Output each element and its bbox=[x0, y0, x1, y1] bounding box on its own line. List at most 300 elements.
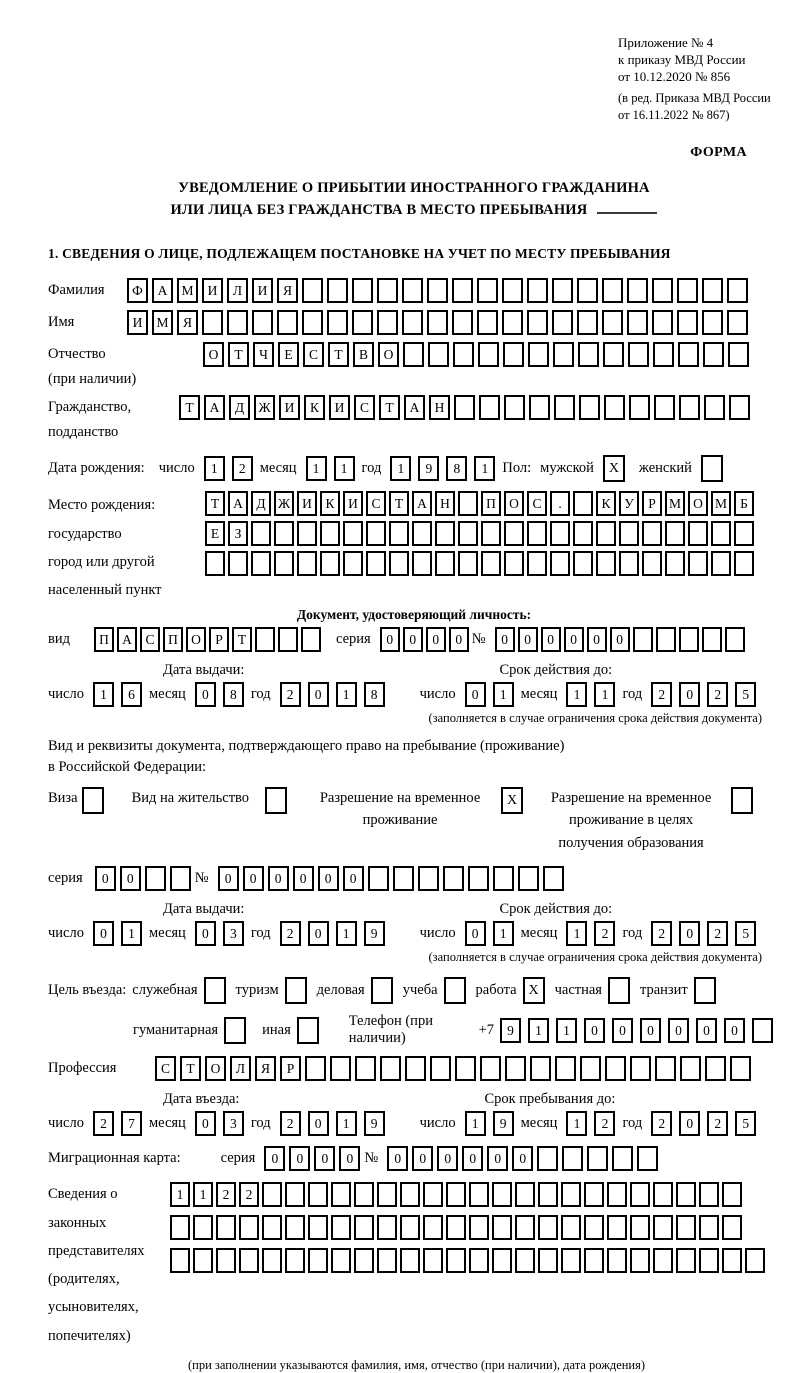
char-cell[interactable] bbox=[702, 278, 723, 303]
char-cell[interactable] bbox=[515, 1182, 535, 1207]
char-cell[interactable] bbox=[400, 1248, 420, 1273]
char-cell[interactable] bbox=[688, 521, 708, 546]
char-cell[interactable]: 0 bbox=[318, 866, 339, 891]
char-cell[interactable] bbox=[637, 1146, 658, 1171]
char-cell[interactable]: 0 bbox=[541, 627, 561, 652]
char-cell[interactable]: 2 bbox=[651, 682, 672, 707]
char-cell[interactable]: М bbox=[152, 310, 173, 335]
char-cell[interactable] bbox=[655, 1056, 676, 1081]
char-cell[interactable] bbox=[653, 342, 674, 367]
char-cell[interactable]: В bbox=[353, 342, 374, 367]
char-cell[interactable] bbox=[630, 1248, 650, 1273]
char-cell[interactable] bbox=[352, 278, 373, 303]
char-cell[interactable] bbox=[308, 1182, 328, 1207]
char-cell[interactable] bbox=[680, 1056, 701, 1081]
char-cell[interactable] bbox=[515, 1215, 535, 1240]
char-cell[interactable]: Ж bbox=[254, 395, 275, 420]
char-cell[interactable] bbox=[435, 521, 455, 546]
char-cell[interactable] bbox=[728, 342, 749, 367]
char-cell[interactable] bbox=[538, 1248, 558, 1273]
char-cell[interactable] bbox=[274, 521, 294, 546]
char-cell[interactable]: 0 bbox=[380, 627, 400, 652]
char-cell[interactable]: И bbox=[297, 491, 317, 516]
char-cell[interactable]: У bbox=[619, 491, 639, 516]
char-cell[interactable] bbox=[642, 521, 662, 546]
sex-male-checkbox[interactable]: X bbox=[603, 455, 625, 482]
char-cell[interactable] bbox=[468, 866, 489, 891]
sex-female-checkbox[interactable] bbox=[701, 455, 723, 482]
char-cell[interactable] bbox=[527, 278, 548, 303]
char-cell[interactable]: 0 bbox=[412, 1146, 433, 1171]
char-cell[interactable]: Т bbox=[328, 342, 349, 367]
char-cell[interactable] bbox=[552, 278, 573, 303]
char-cell[interactable] bbox=[727, 310, 748, 335]
char-cell[interactable]: 1 bbox=[465, 1111, 486, 1136]
char-cell[interactable] bbox=[679, 395, 700, 420]
char-cell[interactable] bbox=[262, 1182, 282, 1207]
char-cell[interactable]: 2 bbox=[594, 1111, 615, 1136]
purpose-tourism-checkbox[interactable] bbox=[285, 977, 307, 1004]
char-cell[interactable]: 2 bbox=[280, 682, 301, 707]
char-cell[interactable]: 0 bbox=[564, 627, 584, 652]
char-cell[interactable] bbox=[481, 551, 501, 576]
char-cell[interactable]: И bbox=[329, 395, 350, 420]
char-cell[interactable] bbox=[427, 310, 448, 335]
char-cell[interactable]: 2 bbox=[707, 921, 728, 946]
char-cell[interactable]: 1 bbox=[566, 682, 587, 707]
char-cell[interactable] bbox=[343, 521, 363, 546]
char-cell[interactable] bbox=[676, 1215, 696, 1240]
char-cell[interactable] bbox=[493, 866, 514, 891]
char-cell[interactable] bbox=[330, 1056, 351, 1081]
char-cell[interactable] bbox=[725, 627, 745, 652]
char-cell[interactable]: Т bbox=[180, 1056, 201, 1081]
purpose-other-checkbox[interactable] bbox=[297, 1017, 319, 1044]
char-cell[interactable] bbox=[285, 1215, 305, 1240]
char-cell[interactable] bbox=[577, 278, 598, 303]
char-cell[interactable]: К bbox=[596, 491, 616, 516]
char-cell[interactable]: П bbox=[163, 627, 183, 652]
char-cell[interactable] bbox=[423, 1248, 443, 1273]
char-cell[interactable]: 0 bbox=[495, 627, 515, 652]
char-cell[interactable] bbox=[403, 342, 424, 367]
char-cell[interactable] bbox=[368, 866, 389, 891]
char-cell[interactable]: 1 bbox=[306, 456, 327, 481]
char-cell[interactable] bbox=[355, 1056, 376, 1081]
char-cell[interactable] bbox=[604, 395, 625, 420]
char-cell[interactable]: 0 bbox=[120, 866, 141, 891]
char-cell[interactable]: 0 bbox=[243, 866, 264, 891]
char-cell[interactable] bbox=[704, 395, 725, 420]
char-cell[interactable] bbox=[527, 551, 547, 576]
char-cell[interactable] bbox=[412, 551, 432, 576]
char-cell[interactable]: 9 bbox=[493, 1111, 514, 1136]
char-cell[interactable] bbox=[418, 866, 439, 891]
char-cell[interactable] bbox=[665, 551, 685, 576]
char-cell[interactable] bbox=[529, 395, 550, 420]
char-cell[interactable] bbox=[327, 310, 348, 335]
char-cell[interactable]: Ж bbox=[274, 491, 294, 516]
char-cell[interactable] bbox=[402, 278, 423, 303]
char-cell[interactable]: М bbox=[711, 491, 731, 516]
char-cell[interactable] bbox=[612, 1146, 633, 1171]
char-cell[interactable]: П bbox=[94, 627, 114, 652]
char-cell[interactable] bbox=[527, 310, 548, 335]
char-cell[interactable] bbox=[480, 1056, 501, 1081]
char-cell[interactable]: Т bbox=[232, 627, 252, 652]
char-cell[interactable] bbox=[458, 491, 478, 516]
char-cell[interactable]: 0 bbox=[339, 1146, 360, 1171]
char-cell[interactable] bbox=[262, 1215, 282, 1240]
char-cell[interactable]: С bbox=[303, 342, 324, 367]
char-cell[interactable] bbox=[722, 1248, 742, 1273]
char-cell[interactable]: 2 bbox=[280, 1111, 301, 1136]
char-cell[interactable]: 0 bbox=[293, 866, 314, 891]
char-cell[interactable] bbox=[331, 1215, 351, 1240]
char-cell[interactable]: 7 bbox=[121, 1111, 142, 1136]
char-cell[interactable] bbox=[596, 521, 616, 546]
char-cell[interactable] bbox=[354, 1215, 374, 1240]
char-cell[interactable]: И bbox=[202, 278, 223, 303]
char-cell[interactable] bbox=[427, 278, 448, 303]
char-cell[interactable] bbox=[492, 1182, 512, 1207]
char-cell[interactable] bbox=[380, 1056, 401, 1081]
char-cell[interactable] bbox=[580, 1056, 601, 1081]
char-cell[interactable] bbox=[652, 310, 673, 335]
char-cell[interactable] bbox=[705, 1056, 726, 1081]
char-cell[interactable]: О bbox=[203, 342, 224, 367]
char-cell[interactable] bbox=[302, 278, 323, 303]
char-cell[interactable] bbox=[343, 551, 363, 576]
char-cell[interactable]: 9 bbox=[364, 921, 385, 946]
char-cell[interactable] bbox=[607, 1248, 627, 1273]
char-cell[interactable] bbox=[285, 1182, 305, 1207]
char-cell[interactable]: 9 bbox=[418, 456, 439, 481]
char-cell[interactable] bbox=[699, 1215, 719, 1240]
char-cell[interactable]: А bbox=[412, 491, 432, 516]
char-cell[interactable] bbox=[503, 342, 524, 367]
char-cell[interactable]: 1 bbox=[204, 456, 225, 481]
char-cell[interactable]: Е bbox=[278, 342, 299, 367]
char-cell[interactable]: 1 bbox=[493, 921, 514, 946]
char-cell[interactable]: С bbox=[140, 627, 160, 652]
char-cell[interactable]: 0 bbox=[93, 921, 114, 946]
char-cell[interactable]: М bbox=[665, 491, 685, 516]
char-cell[interactable] bbox=[505, 1056, 526, 1081]
char-cell[interactable] bbox=[366, 551, 386, 576]
char-cell[interactable] bbox=[479, 395, 500, 420]
char-cell[interactable]: Н bbox=[429, 395, 450, 420]
char-cell[interactable] bbox=[745, 1248, 765, 1273]
char-cell[interactable]: 2 bbox=[216, 1182, 236, 1207]
char-cell[interactable] bbox=[656, 627, 676, 652]
char-cell[interactable] bbox=[193, 1215, 213, 1240]
char-cell[interactable]: Т bbox=[379, 395, 400, 420]
char-cell[interactable] bbox=[327, 278, 348, 303]
char-cell[interactable] bbox=[578, 342, 599, 367]
char-cell[interactable]: 0 bbox=[426, 627, 446, 652]
char-cell[interactable]: 2 bbox=[239, 1182, 259, 1207]
char-cell[interactable] bbox=[562, 1146, 583, 1171]
char-cell[interactable]: А bbox=[152, 278, 173, 303]
char-cell[interactable] bbox=[366, 521, 386, 546]
char-cell[interactable]: 0 bbox=[610, 627, 630, 652]
char-cell[interactable] bbox=[699, 1248, 719, 1273]
char-cell[interactable]: 1 bbox=[528, 1018, 549, 1043]
char-cell[interactable] bbox=[561, 1215, 581, 1240]
char-cell[interactable]: П bbox=[481, 491, 501, 516]
char-cell[interactable] bbox=[458, 521, 478, 546]
char-cell[interactable]: 0 bbox=[487, 1146, 508, 1171]
char-cell[interactable] bbox=[605, 1056, 626, 1081]
char-cell[interactable]: 2 bbox=[651, 921, 672, 946]
char-cell[interactable]: 1 bbox=[493, 682, 514, 707]
char-cell[interactable] bbox=[550, 521, 570, 546]
char-cell[interactable] bbox=[274, 551, 294, 576]
char-cell[interactable] bbox=[170, 1215, 190, 1240]
char-cell[interactable] bbox=[530, 1056, 551, 1081]
char-cell[interactable] bbox=[502, 278, 523, 303]
char-cell[interactable]: О bbox=[378, 342, 399, 367]
char-cell[interactable] bbox=[504, 395, 525, 420]
char-cell[interactable] bbox=[400, 1215, 420, 1240]
char-cell[interactable]: К bbox=[320, 491, 340, 516]
char-cell[interactable] bbox=[607, 1182, 627, 1207]
char-cell[interactable]: О bbox=[504, 491, 524, 516]
char-cell[interactable]: Т bbox=[205, 491, 225, 516]
char-cell[interactable] bbox=[579, 395, 600, 420]
char-cell[interactable] bbox=[653, 1215, 673, 1240]
char-cell[interactable]: 0 bbox=[289, 1146, 310, 1171]
char-cell[interactable]: 0 bbox=[465, 682, 486, 707]
char-cell[interactable] bbox=[469, 1182, 489, 1207]
char-cell[interactable]: А bbox=[117, 627, 137, 652]
char-cell[interactable]: 8 bbox=[223, 682, 244, 707]
char-cell[interactable]: 0 bbox=[449, 627, 469, 652]
char-cell[interactable] bbox=[405, 1056, 426, 1081]
char-cell[interactable]: 0 bbox=[518, 627, 538, 652]
char-cell[interactable]: 0 bbox=[268, 866, 289, 891]
char-cell[interactable] bbox=[543, 866, 564, 891]
char-cell[interactable]: 0 bbox=[612, 1018, 633, 1043]
char-cell[interactable] bbox=[688, 551, 708, 576]
char-cell[interactable] bbox=[603, 342, 624, 367]
char-cell[interactable] bbox=[553, 342, 574, 367]
char-cell[interactable]: 2 bbox=[651, 1111, 672, 1136]
char-cell[interactable] bbox=[452, 310, 473, 335]
char-cell[interactable] bbox=[677, 278, 698, 303]
char-cell[interactable]: С bbox=[527, 491, 547, 516]
purpose-humanitarian-checkbox[interactable] bbox=[224, 1017, 246, 1044]
char-cell[interactable]: 3 bbox=[223, 1111, 244, 1136]
char-cell[interactable] bbox=[446, 1215, 466, 1240]
char-cell[interactable] bbox=[446, 1248, 466, 1273]
char-cell[interactable] bbox=[722, 1182, 742, 1207]
char-cell[interactable] bbox=[561, 1182, 581, 1207]
char-cell[interactable] bbox=[703, 342, 724, 367]
char-cell[interactable] bbox=[722, 1215, 742, 1240]
char-cell[interactable] bbox=[458, 551, 478, 576]
char-cell[interactable]: 5 bbox=[735, 921, 756, 946]
char-cell[interactable] bbox=[145, 866, 166, 891]
char-cell[interactable] bbox=[477, 310, 498, 335]
char-cell[interactable]: 2 bbox=[707, 1111, 728, 1136]
char-cell[interactable]: 0 bbox=[195, 921, 216, 946]
residence-permit-checkbox[interactable] bbox=[265, 787, 287, 814]
char-cell[interactable] bbox=[730, 1056, 751, 1081]
char-cell[interactable]: 1 bbox=[334, 456, 355, 481]
char-cell[interactable] bbox=[584, 1182, 604, 1207]
char-cell[interactable]: 0 bbox=[195, 682, 216, 707]
char-cell[interactable]: 2 bbox=[594, 921, 615, 946]
char-cell[interactable] bbox=[654, 395, 675, 420]
char-cell[interactable] bbox=[377, 1215, 397, 1240]
char-cell[interactable]: 1 bbox=[474, 456, 495, 481]
char-cell[interactable] bbox=[320, 521, 340, 546]
char-cell[interactable]: 0 bbox=[314, 1146, 335, 1171]
char-cell[interactable] bbox=[443, 866, 464, 891]
char-cell[interactable] bbox=[653, 1182, 673, 1207]
char-cell[interactable]: 0 bbox=[668, 1018, 689, 1043]
char-cell[interactable]: 0 bbox=[584, 1018, 605, 1043]
char-cell[interactable]: Р bbox=[209, 627, 229, 652]
char-cell[interactable] bbox=[727, 278, 748, 303]
char-cell[interactable] bbox=[285, 1248, 305, 1273]
char-cell[interactable]: И bbox=[343, 491, 363, 516]
char-cell[interactable]: 1 bbox=[93, 682, 114, 707]
char-cell[interactable]: А bbox=[228, 491, 248, 516]
char-cell[interactable] bbox=[469, 1215, 489, 1240]
char-cell[interactable] bbox=[446, 1182, 466, 1207]
char-cell[interactable]: 9 bbox=[364, 1111, 385, 1136]
char-cell[interactable]: О bbox=[688, 491, 708, 516]
char-cell[interactable] bbox=[630, 1182, 650, 1207]
char-cell[interactable]: И bbox=[279, 395, 300, 420]
char-cell[interactable] bbox=[331, 1248, 351, 1273]
char-cell[interactable] bbox=[481, 521, 501, 546]
char-cell[interactable]: 0 bbox=[437, 1146, 458, 1171]
temp-permit-checkbox[interactable]: X bbox=[501, 787, 523, 814]
char-cell[interactable]: 1 bbox=[170, 1182, 190, 1207]
char-cell[interactable]: 1 bbox=[390, 456, 411, 481]
char-cell[interactable] bbox=[627, 310, 648, 335]
char-cell[interactable]: Ч bbox=[253, 342, 274, 367]
char-cell[interactable]: 0 bbox=[679, 682, 700, 707]
char-cell[interactable] bbox=[297, 551, 317, 576]
char-cell[interactable]: Я bbox=[277, 278, 298, 303]
char-cell[interactable] bbox=[377, 310, 398, 335]
char-cell[interactable]: К bbox=[304, 395, 325, 420]
char-cell[interactable] bbox=[629, 395, 650, 420]
purpose-official-checkbox[interactable] bbox=[204, 977, 226, 1004]
char-cell[interactable] bbox=[502, 310, 523, 335]
char-cell[interactable]: С bbox=[354, 395, 375, 420]
char-cell[interactable]: 0 bbox=[724, 1018, 745, 1043]
char-cell[interactable] bbox=[652, 278, 673, 303]
char-cell[interactable] bbox=[453, 342, 474, 367]
char-cell[interactable] bbox=[452, 278, 473, 303]
char-cell[interactable]: 1 bbox=[336, 921, 357, 946]
char-cell[interactable] bbox=[633, 627, 653, 652]
char-cell[interactable] bbox=[528, 342, 549, 367]
edu-permit-checkbox[interactable] bbox=[731, 787, 753, 814]
char-cell[interactable]: О bbox=[186, 627, 206, 652]
char-cell[interactable] bbox=[554, 395, 575, 420]
char-cell[interactable] bbox=[607, 1215, 627, 1240]
char-cell[interactable] bbox=[734, 521, 754, 546]
char-cell[interactable] bbox=[602, 310, 623, 335]
char-cell[interactable]: 1 bbox=[193, 1182, 213, 1207]
char-cell[interactable] bbox=[305, 1056, 326, 1081]
char-cell[interactable] bbox=[676, 1182, 696, 1207]
char-cell[interactable]: 0 bbox=[264, 1146, 285, 1171]
char-cell[interactable] bbox=[228, 551, 248, 576]
char-cell[interactable] bbox=[653, 1248, 673, 1273]
char-cell[interactable] bbox=[555, 1056, 576, 1081]
char-cell[interactable] bbox=[734, 551, 754, 576]
char-cell[interactable] bbox=[699, 1182, 719, 1207]
char-cell[interactable] bbox=[602, 278, 623, 303]
char-cell[interactable] bbox=[677, 310, 698, 335]
char-cell[interactable]: 2 bbox=[707, 682, 728, 707]
char-cell[interactable] bbox=[455, 1056, 476, 1081]
char-cell[interactable]: 0 bbox=[343, 866, 364, 891]
char-cell[interactable]: Б bbox=[734, 491, 754, 516]
char-cell[interactable] bbox=[377, 278, 398, 303]
char-cell[interactable] bbox=[584, 1215, 604, 1240]
char-cell[interactable] bbox=[239, 1248, 259, 1273]
char-cell[interactable]: Т bbox=[389, 491, 409, 516]
char-cell[interactable] bbox=[423, 1182, 443, 1207]
char-cell[interactable] bbox=[227, 310, 248, 335]
char-cell[interactable] bbox=[428, 342, 449, 367]
char-cell[interactable] bbox=[205, 551, 225, 576]
char-cell[interactable] bbox=[193, 1248, 213, 1273]
char-cell[interactable] bbox=[278, 627, 298, 652]
char-cell[interactable]: 2 bbox=[93, 1111, 114, 1136]
char-cell[interactable]: Р bbox=[280, 1056, 301, 1081]
char-cell[interactable]: 2 bbox=[232, 456, 253, 481]
char-cell[interactable]: М bbox=[177, 278, 198, 303]
char-cell[interactable]: 0 bbox=[95, 866, 116, 891]
char-cell[interactable] bbox=[561, 1248, 581, 1273]
char-cell[interactable] bbox=[711, 521, 731, 546]
char-cell[interactable]: 8 bbox=[364, 682, 385, 707]
char-cell[interactable] bbox=[492, 1215, 512, 1240]
char-cell[interactable] bbox=[251, 551, 271, 576]
char-cell[interactable] bbox=[331, 1182, 351, 1207]
char-cell[interactable]: 0 bbox=[195, 1111, 216, 1136]
char-cell[interactable]: Л bbox=[227, 278, 248, 303]
char-cell[interactable]: 0 bbox=[462, 1146, 483, 1171]
char-cell[interactable]: 3 bbox=[223, 921, 244, 946]
char-cell[interactable]: 5 bbox=[735, 1111, 756, 1136]
char-cell[interactable] bbox=[642, 551, 662, 576]
char-cell[interactable] bbox=[504, 551, 524, 576]
char-cell[interactable] bbox=[702, 627, 722, 652]
char-cell[interactable] bbox=[308, 1248, 328, 1273]
char-cell[interactable] bbox=[320, 551, 340, 576]
char-cell[interactable] bbox=[262, 1248, 282, 1273]
char-cell[interactable]: Н bbox=[435, 491, 455, 516]
char-cell[interactable] bbox=[251, 521, 271, 546]
char-cell[interactable] bbox=[577, 310, 598, 335]
char-cell[interactable]: С bbox=[366, 491, 386, 516]
char-cell[interactable]: 6 bbox=[121, 682, 142, 707]
char-cell[interactable] bbox=[389, 521, 409, 546]
char-cell[interactable]: 9 bbox=[500, 1018, 521, 1043]
char-cell[interactable]: 1 bbox=[566, 1111, 587, 1136]
